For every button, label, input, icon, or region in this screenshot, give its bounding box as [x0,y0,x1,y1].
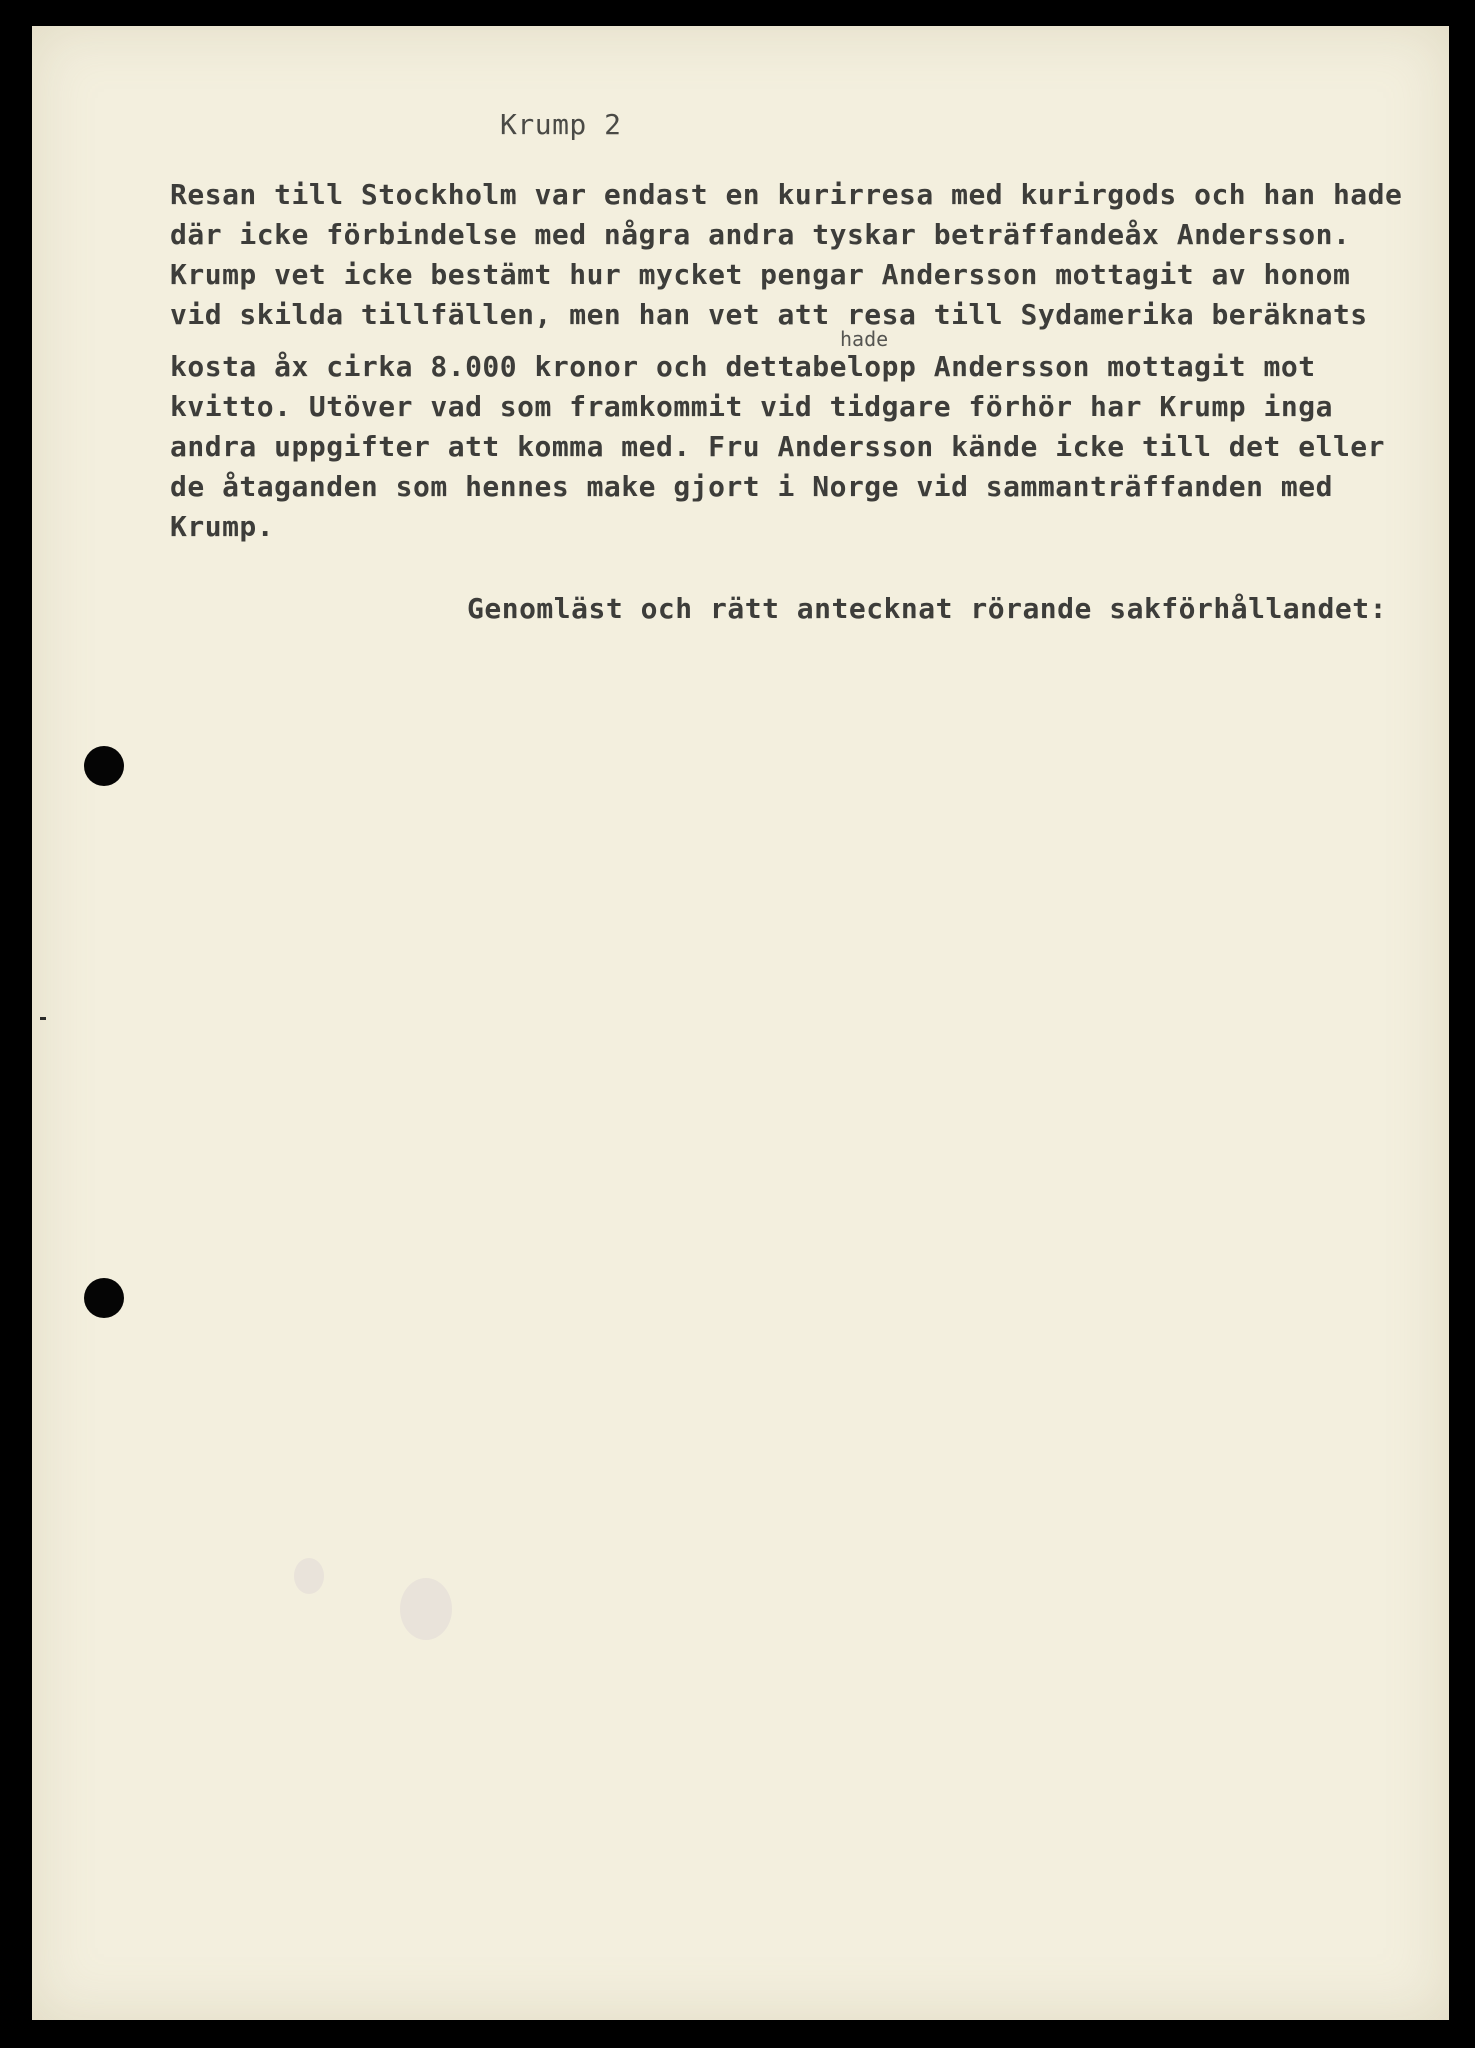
ink-smudge [400,1578,452,1640]
body-line: Krump. [170,510,275,543]
body-line: de åtaganden som hennes make gjort i Norge vid sammanträffanden med [170,470,1333,503]
body-line: vid skilda tillfällen, men han vet att resa till Sydamerika beräknats [170,298,1368,331]
body-line: där icke förbindelse med några andra tyskar beträffandeåx Andersson. [170,218,1351,251]
punch-hole [84,746,124,786]
interlinear-correction: hade [840,327,889,351]
page-heading: Krump 2 [500,108,622,141]
body-line: andra uppgifter att komma med. Fru Andersson kände icke till det eller [170,430,1386,463]
margin-mark [40,1017,46,1020]
ink-smudge [294,1558,324,1594]
punch-hole [84,1278,124,1318]
body-line: Krump vet icke bestämt hur mycket pengar Andersson mottagit av honom [170,258,1351,291]
body-line: kvitto. Utöver vad som framkommit vid tidgare förhör har Krump inga [170,390,1333,423]
closing-line: Genomläst och rätt antecknat rörande sakförhållandet: [467,592,1387,625]
body-line: kosta åx cirka 8.000 kronor och dettabelopp Andersson mottagit mot [170,350,1316,383]
body-line: Resan till Stockholm var endast en kurirresa med kurirgods och han hade [170,178,1403,211]
